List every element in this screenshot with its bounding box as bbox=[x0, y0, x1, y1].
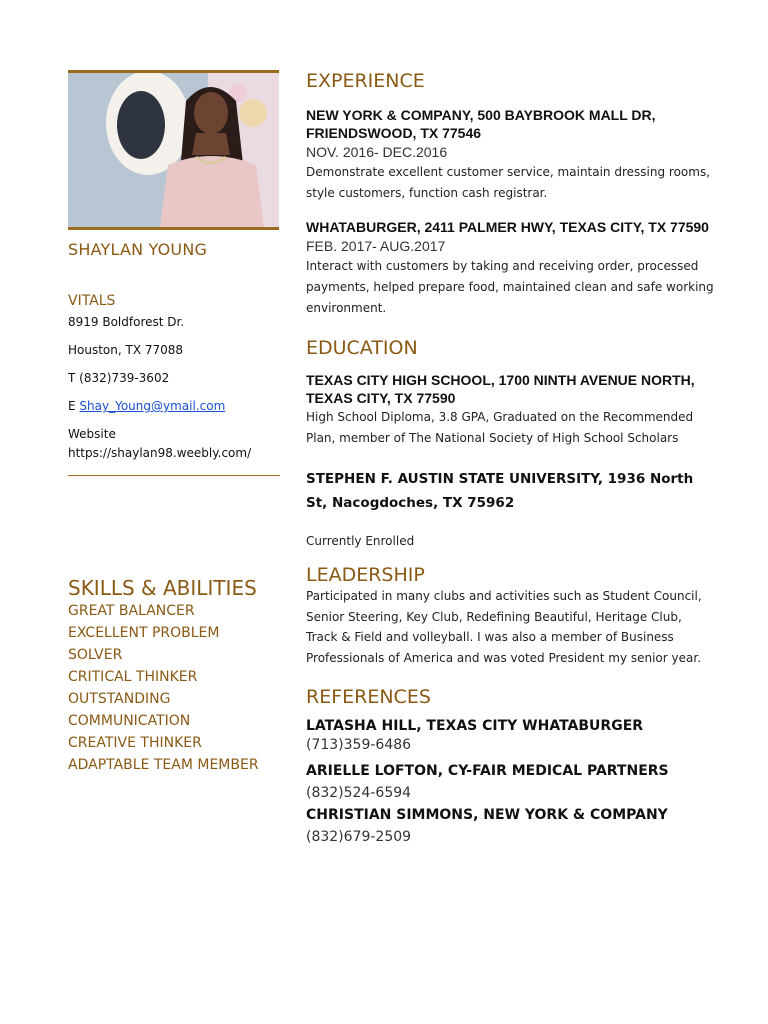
phone-prefix: T bbox=[68, 371, 76, 385]
phone-number: (832)739-3602 bbox=[79, 371, 170, 385]
experience-heading: EXPERIENCE bbox=[306, 70, 425, 92]
reference-entry bbox=[306, 718, 716, 753]
profile-photo bbox=[68, 70, 279, 230]
job-description: Interact with customers by taking and receiving order, processed payments, helped prepare food, maintained clean and safe working environment. bbox=[306, 259, 714, 315]
website-url: https://shaylan98.weebly.com/ bbox=[68, 446, 252, 460]
reference-name: CHRISTIAN SIMMONS, NEW YORK & COMPANY bbox=[306, 807, 668, 823]
school-entry bbox=[306, 371, 716, 449]
job-entry bbox=[306, 218, 716, 319]
skill-line: CREATIVE THINKER bbox=[68, 735, 202, 751]
address-line-1: 8919 Boldforest Dr. bbox=[68, 315, 185, 329]
profile-name: SHAYLAN YOUNG bbox=[68, 240, 208, 259]
job-entry bbox=[306, 106, 716, 204]
reference-name: ARIELLE LOFTON, CY-FAIR MEDICAL PARTNERS bbox=[306, 763, 669, 779]
job-title: WHATABURGER, 2411 PALMER HWY, TEXAS CITY, TX 77590 bbox=[306, 219, 709, 235]
school-description: Currently Enrolled bbox=[306, 534, 415, 548]
skill-line: SOLVER bbox=[68, 647, 123, 663]
skills-heading: SKILLS & ABILITIES bbox=[68, 576, 257, 600]
skill-line: ADAPTABLE TEAM MEMBER bbox=[68, 757, 259, 773]
address-line-2: Houston, TX 77088 bbox=[68, 343, 184, 357]
vitals-heading: VITALS bbox=[68, 293, 116, 309]
reference-phone: (713)359-6486 bbox=[306, 737, 412, 753]
divider bbox=[68, 475, 280, 476]
skill-line: GREAT BALANCER bbox=[68, 603, 195, 619]
left-column bbox=[68, 70, 280, 776]
skill-line: OUTSTANDING bbox=[68, 691, 171, 707]
leadership-description: Participated in many clubs and activities such as Student Council, Senior Steering, Key Club, Redefining Beautiful, Heritage Club, Track & Field and volleyball. I was also a member of Business Professionals of America and was voted President my senior year. bbox=[306, 589, 702, 665]
job-dates: FEB. 2017- AUG.2017 bbox=[306, 238, 446, 254]
skill-line: COMMUNICATION bbox=[68, 713, 191, 729]
skill-line: CRITICAL THINKER bbox=[68, 669, 198, 685]
reference-entry bbox=[306, 763, 716, 801]
email-row bbox=[68, 397, 280, 416]
reference-phone: (832)524-6594 bbox=[306, 785, 412, 801]
reference-entry bbox=[306, 807, 716, 845]
right-column bbox=[306, 70, 716, 845]
school-title: TEXAS CITY HIGH SCHOOL, 1700 NINTH AVENUE NORTH, TEXAS CITY, TX 77590 bbox=[306, 372, 695, 406]
website-label: Website bbox=[68, 427, 116, 441]
job-dates: NOV. 2016- DEC.2016 bbox=[306, 144, 448, 160]
skills-list bbox=[68, 600, 280, 776]
reference-name: LATASHA HILL, TEXAS CITY WHATABURGER bbox=[306, 718, 644, 734]
email-prefix: E bbox=[68, 399, 76, 413]
job-title: NEW YORK & COMPANY, 500 BAYBROOK MALL DR, FRIENDSWOOD, TX 77546 bbox=[306, 107, 656, 141]
job-description: Demonstrate excellent customer service, maintain dressing rooms, style customers, function cash registrar. bbox=[306, 165, 711, 200]
school-title: STEPHEN F. AUSTIN STATE UNIVERSITY, 1936 North St, Nacogdoches, TX 75962 bbox=[306, 471, 694, 511]
school-description: High School Diploma, 3.8 GPA, Graduated on the Recommended Plan, member of The National Society of High School Scholars bbox=[306, 410, 694, 445]
education-heading: EDUCATION bbox=[306, 337, 418, 359]
skill-line: EXCELLENT PROBLEM bbox=[68, 625, 220, 641]
school-entry bbox=[306, 467, 716, 552]
email-link[interactable]: Shay_Young@ymail.com bbox=[79, 399, 226, 413]
profile-photo-illustration bbox=[68, 73, 279, 227]
reference-phone: (832)679-2509 bbox=[306, 829, 412, 845]
leadership-heading: LEADERSHIP bbox=[306, 564, 425, 586]
phone-row bbox=[68, 369, 280, 388]
references-heading: REFERENCES bbox=[306, 686, 431, 708]
